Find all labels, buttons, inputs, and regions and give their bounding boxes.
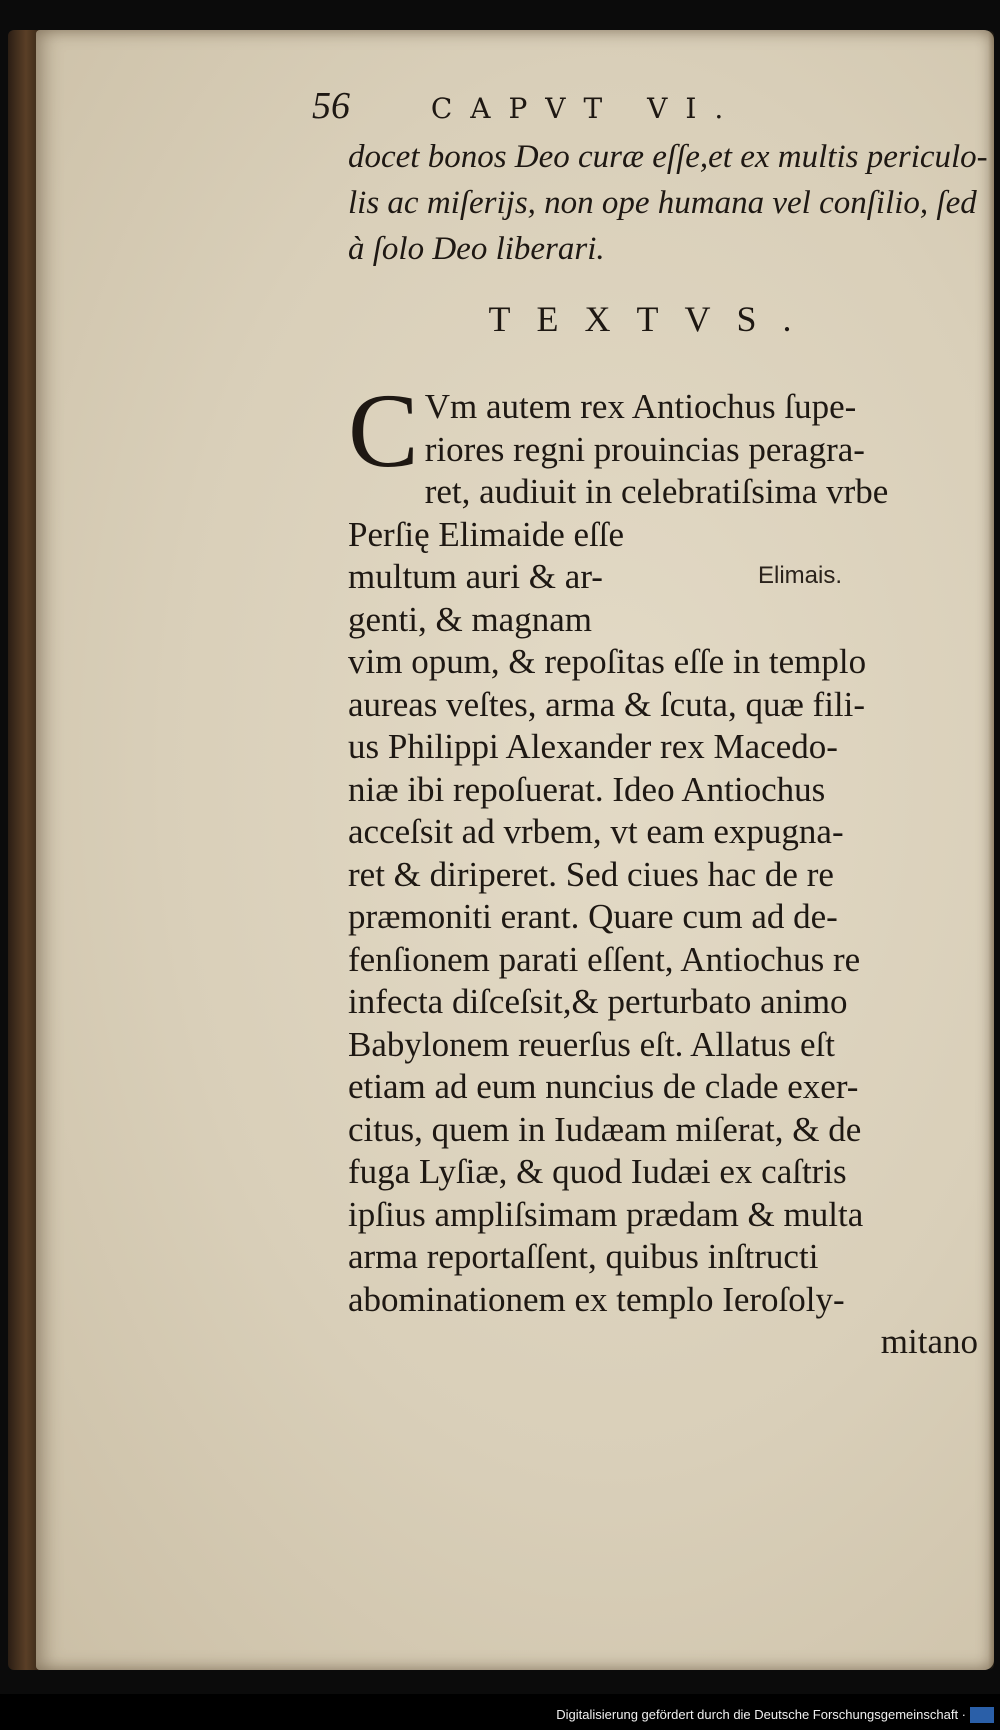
summary-line: lis ac miſerijs, non ope humana vel conſilio, ſed — [348, 185, 977, 221]
body-line: fuga Lyſiæ, & quod Iudæi ex caſtris — [348, 1152, 847, 1191]
summary-line: docet bonos Deo curæ eſſe,et ex multis periculo- — [348, 139, 988, 175]
body-text — [348, 372, 978, 1364]
body-line: niæ ibi repoſuerat. Ideo Antiochus — [348, 769, 826, 809]
body-line: genti, & magnam — [348, 599, 592, 639]
body-line: etiam ad eum nuncius de clade exer- — [348, 1067, 859, 1106]
catchword: mitano — [880, 1322, 978, 1361]
section-heading: TEXTVS. — [488, 299, 818, 339]
body-line: citus, quem in Iudæam miſerat, & de — [348, 1109, 862, 1149]
body-line: Vm autem rex Antiochus ſupe- — [424, 387, 857, 426]
body-line: multum auri & ar- — [348, 557, 603, 596]
body-line: riores regni prouincias peragra- — [424, 429, 865, 469]
body-line: Perſię Elimaide eſſe — [348, 514, 625, 554]
drop-cap: C — [348, 372, 419, 489]
page-edge-shadow — [988, 30, 994, 1670]
body-line: vim opum, & repoſitas eſſe in templo — [348, 642, 867, 681]
running-head — [312, 84, 912, 128]
chapter-summary — [348, 134, 988, 272]
body-line: ret & diriperet. Sed ciues hac de re — [348, 854, 834, 894]
page-number: 56 — [312, 85, 350, 127]
body-line: aureas veſtes, arma & ſcuta, quæ fili- — [348, 684, 866, 724]
body-line: us Philippi Alexander rex Macedo- — [348, 727, 838, 766]
body-line: ipſius ampliſsimam prædam & multa — [348, 1194, 864, 1234]
body-line: fenſionem parati eſſent, Antiochus re — [348, 939, 861, 979]
body-line: Babylonem reuerſus eſt. Allatus eſt — [348, 1024, 835, 1064]
body-line: ret, audiuit in celebratiſsima vrbe — [424, 472, 889, 511]
body-line: arma reportaſſent, quibus inſtructi — [348, 1237, 819, 1276]
body-line: infecta diſceſsit,& perturbato animo — [348, 982, 848, 1021]
footer-credit: Digitalisierung gefördert durch die Deutsche Forschungsgemeinschaft · — [556, 1707, 966, 1722]
margin-note: Elimais. — [758, 562, 843, 589]
body-line: abominationem ex templo Ieroſoly- — [348, 1279, 845, 1319]
footer-bar — [0, 1694, 1000, 1730]
body-line: acceſsit ad vrbem, vt eam expugna- — [348, 812, 844, 851]
summary-line: à ſolo Deo liberari. — [348, 231, 605, 267]
chapter-title: CAPVT VI. — [430, 92, 742, 125]
dfg-logo — [970, 1707, 994, 1723]
body-line: præmoniti erant. Quare cum ad de- — [348, 897, 838, 936]
